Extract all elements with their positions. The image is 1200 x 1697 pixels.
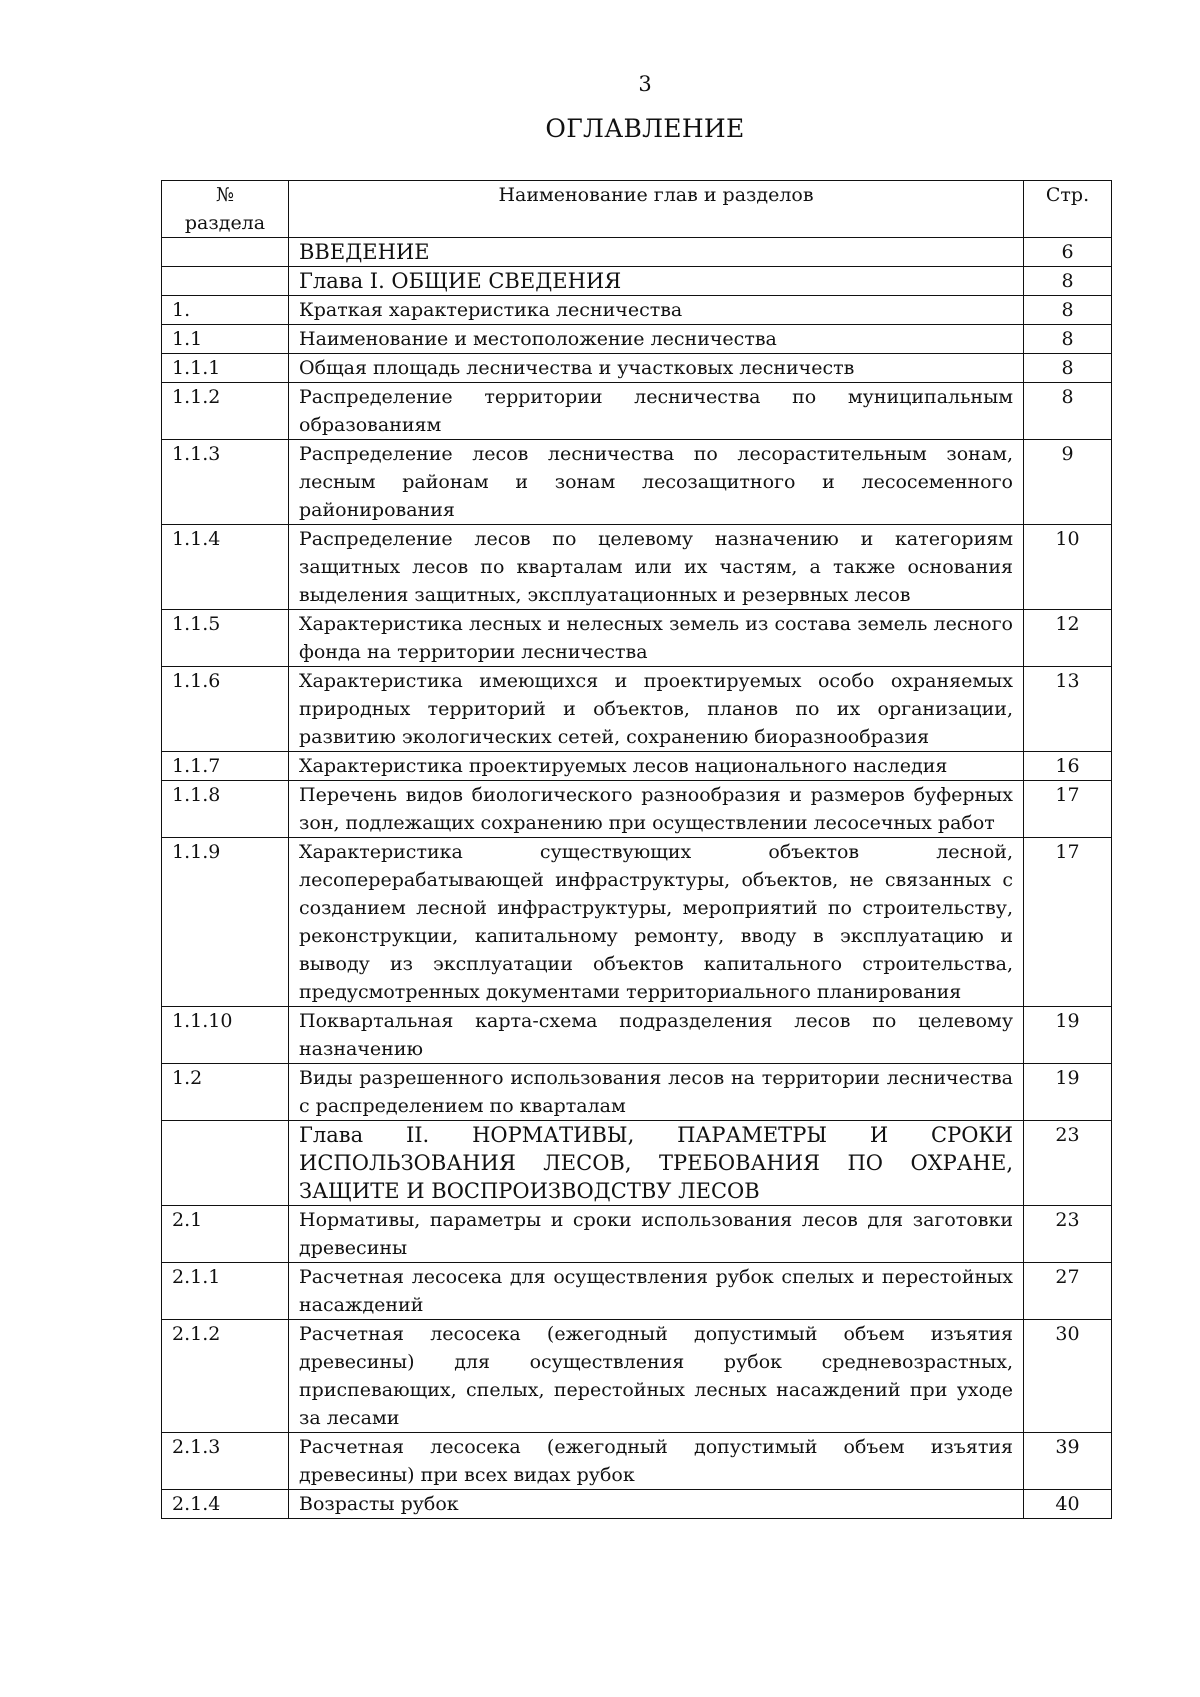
toc-section-number: 1.1.3 xyxy=(162,440,289,525)
toc-row xyxy=(162,1433,1112,1490)
toc-page-number: 17 xyxy=(1024,781,1112,838)
toc-page-number: 30 xyxy=(1024,1320,1112,1433)
toc-row xyxy=(162,1121,1112,1206)
toc-body xyxy=(162,238,1112,1519)
toc-section-number: 2.1.1 xyxy=(162,1263,289,1320)
toc-page-number: 12 xyxy=(1024,610,1112,667)
toc-page-number: 8 xyxy=(1024,354,1112,383)
toc-page-number: 39 xyxy=(1024,1433,1112,1490)
toc-page-number: 16 xyxy=(1024,752,1112,781)
toc-section-title: Краткая характеристика лесничества xyxy=(289,296,1024,325)
toc-section-number: 2.1.3 xyxy=(162,1433,289,1490)
toc-page-number: 9 xyxy=(1024,440,1112,525)
toc-section-title: Поквартальная карта-схема подразделения лесов по целевому назначению xyxy=(289,1007,1024,1064)
toc-section-title: Расчетная лесосека (ежегодный допустимый объем изъятия древесины) для осуществления рубок средневозрастных, приспевающих, спелых, перестойных лесных насаждений при уходе за лесами xyxy=(289,1320,1024,1433)
toc-page-number: 6 xyxy=(1024,238,1112,267)
toc-page-number: 8 xyxy=(1024,267,1112,296)
toc-row xyxy=(162,1064,1112,1121)
toc-table xyxy=(161,180,1112,1519)
page-number: 3 xyxy=(638,72,652,96)
toc-section-title: Распределение лесов по целевому назначению и категориям защитных лесов по кварталам или их частям, а также основания выделения защитных, эксплуатационных и резервных лесов xyxy=(289,525,1024,610)
toc-section-number: 2.1 xyxy=(162,1206,289,1263)
toc-row xyxy=(162,752,1112,781)
toc-page-number: 40 xyxy=(1024,1490,1112,1519)
toc-section-title: Наименование и местоположение лесничества xyxy=(289,325,1024,354)
toc-section-title: Общая площадь лесничества и участковых лесничеств xyxy=(289,354,1024,383)
toc-section-title: Характеристика существующих объектов лесной, лесоперерабатывающей инфраструктуры, объектов, не связанных с созданием лесной инфраструктуры, мероприятий по строительству, реконструкции, капитальному ремонту, вводу в эксплуатацию и выводу из эксплуатации объектов капитального строительства, предусмотренных документами территориального планирования xyxy=(289,838,1024,1007)
toc-page-number: 8 xyxy=(1024,296,1112,325)
toc-section-title: Нормативы, параметры и сроки использования лесов для заготовки древесины xyxy=(289,1206,1024,1263)
toc-section-number: 1.2 xyxy=(162,1064,289,1121)
header-page: Стр. xyxy=(1024,181,1112,238)
toc-section-title: Характеристика лесных и нелесных земель из состава земель лесного фонда на территории лесничества xyxy=(289,610,1024,667)
toc-row xyxy=(162,838,1112,1007)
toc-row xyxy=(162,1320,1112,1433)
toc-page-number: 27 xyxy=(1024,1263,1112,1320)
toc-section-number: 1.1.7 xyxy=(162,752,289,781)
header-section-number xyxy=(162,181,289,238)
toc-section-number xyxy=(162,1121,289,1206)
toc-section-title: Характеристика имеющихся и проектируемых особо охраняемых природных территорий и объектов, планов по их организации, развитию экологических сетей, сохранению биоразнообразия xyxy=(289,667,1024,752)
toc-section-title: Глава I. ОБЩИЕ СВЕДЕНИЯ xyxy=(289,267,1024,296)
toc-row xyxy=(162,383,1112,440)
toc-page-number: 19 xyxy=(1024,1064,1112,1121)
toc-page-number: 17 xyxy=(1024,838,1112,1007)
toc-section-title: Глава II. НОРМАТИВЫ, ПАРАМЕТРЫ И СРОКИ ИСПОЛЬЗОВАНИЯ ЛЕСОВ, ТРЕБОВАНИЯ ПО ОХРАНЕ, ЗАЩИТЕ И ВОСПРОИЗВОДСТВУ ЛЕСОВ xyxy=(289,1121,1024,1206)
toc-row xyxy=(162,238,1112,267)
header-num-line1: № xyxy=(216,184,234,206)
toc-section-number: 2.1.2 xyxy=(162,1320,289,1433)
toc-row xyxy=(162,781,1112,838)
toc-row xyxy=(162,325,1112,354)
toc-row xyxy=(162,525,1112,610)
toc-section-number: 1.1.2 xyxy=(162,383,289,440)
toc-page-number: 23 xyxy=(1024,1121,1112,1206)
toc-section-title: Расчетная лесосека для осуществления рубок спелых и перестойных насаждений xyxy=(289,1263,1024,1320)
toc-row xyxy=(162,440,1112,525)
toc-section-title: Распределение территории лесничества по муниципальным образованиям xyxy=(289,383,1024,440)
toc-page-number: 8 xyxy=(1024,325,1112,354)
toc-section-number: 1.1.6 xyxy=(162,667,289,752)
toc-row xyxy=(162,610,1112,667)
toc-row xyxy=(162,667,1112,752)
toc-page-number: 13 xyxy=(1024,667,1112,752)
toc-section-number: 1.1.1 xyxy=(162,354,289,383)
toc-page-number: 8 xyxy=(1024,383,1112,440)
toc-page-number: 19 xyxy=(1024,1007,1112,1064)
toc-section-title: Расчетная лесосека (ежегодный допустимый объем изъятия древесины) при всех видах рубок xyxy=(289,1433,1024,1490)
toc-row xyxy=(162,1263,1112,1320)
toc-row xyxy=(162,296,1112,325)
toc-section-title: Возрасты рубок xyxy=(289,1490,1024,1519)
toc-section-title: Виды разрешенного использования лесов на территории лесничества с распределением по кварталам xyxy=(289,1064,1024,1121)
toc-section-number xyxy=(162,238,289,267)
page-title: ОГЛАВЛЕНИЕ xyxy=(545,114,745,143)
toc-row xyxy=(162,354,1112,383)
toc-section-number: 1.1.9 xyxy=(162,838,289,1007)
toc-section-number: 1.1.10 xyxy=(162,1007,289,1064)
toc-section-number: 2.1.4 xyxy=(162,1490,289,1519)
toc-row xyxy=(162,1490,1112,1519)
toc-section-number: 1. xyxy=(162,296,289,325)
toc-row xyxy=(162,267,1112,296)
toc-page-number: 10 xyxy=(1024,525,1112,610)
toc-section-number: 1.1 xyxy=(162,325,289,354)
toc-row xyxy=(162,1007,1112,1064)
toc-section-number: 1.1.5 xyxy=(162,610,289,667)
header-num-line2: раздела xyxy=(184,212,266,234)
toc-section-title: ВВЕДЕНИЕ xyxy=(289,238,1024,267)
toc-section-number: 1.1.4 xyxy=(162,525,289,610)
toc-section-title: Распределение лесов лесничества по лесорастительным зонам, лесным районам и зонам лесозащитного и лесосеменного районирования xyxy=(289,440,1024,525)
toc-row xyxy=(162,1206,1112,1263)
toc-page-number: 23 xyxy=(1024,1206,1112,1263)
toc-section-number: 1.1.8 xyxy=(162,781,289,838)
toc-header-row xyxy=(162,181,1112,238)
toc-section-number xyxy=(162,267,289,296)
toc-section-title: Перечень видов биологического разнообразия и размеров буферных зон, подлежащих сохранению при осуществлении лесосечных работ xyxy=(289,781,1024,838)
header-section-name: Наименование глав и разделов xyxy=(289,181,1024,238)
toc-section-title: Характеристика проектируемых лесов национального наследия xyxy=(289,752,1024,781)
